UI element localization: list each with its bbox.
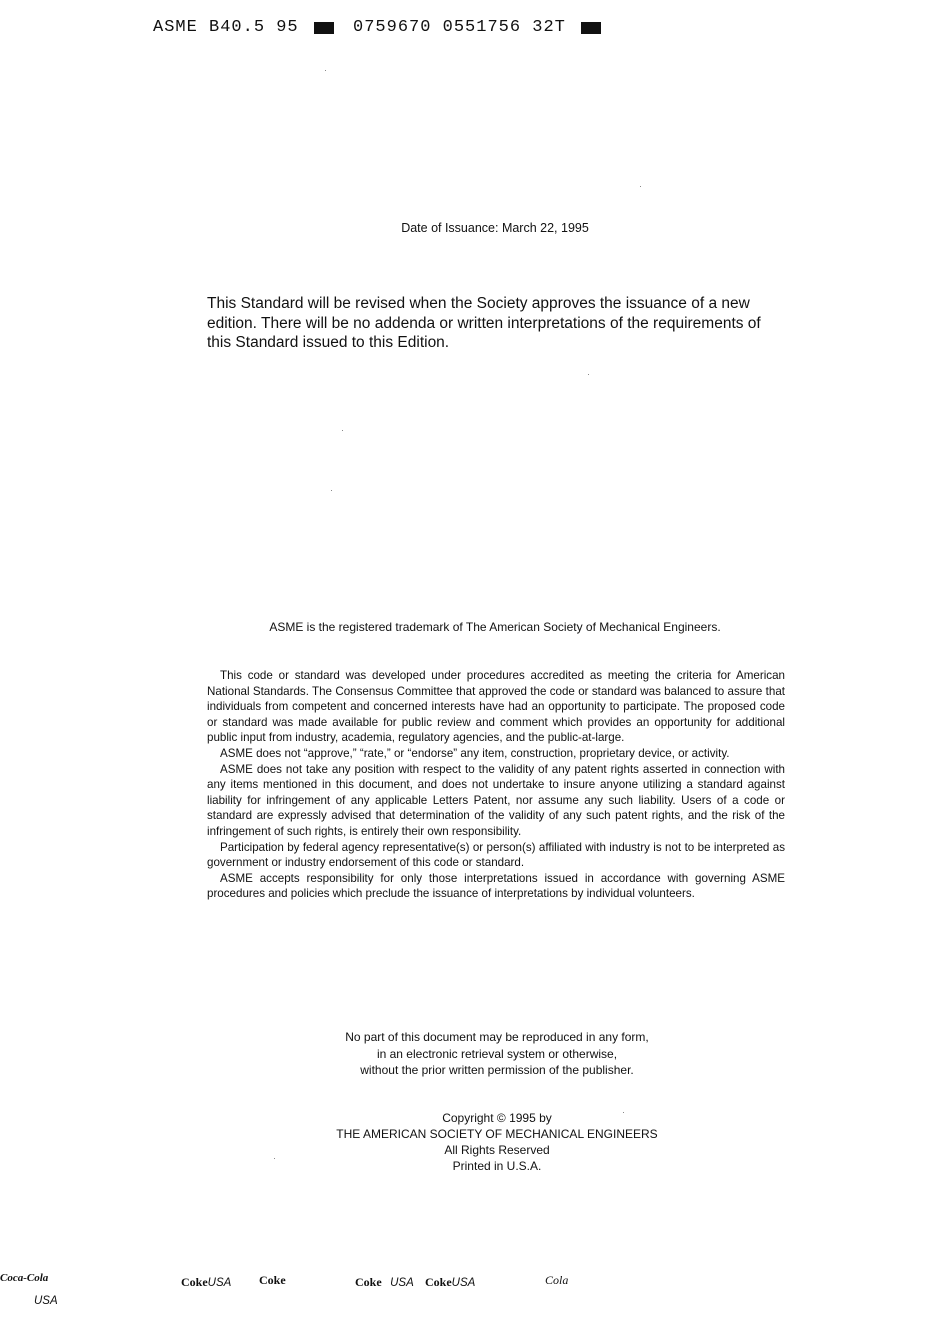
reproduction-line: No part of this document may be reproduced in any form, bbox=[345, 1030, 649, 1044]
publisher-name: THE AMERICAN SOCIETY OF MECHANICAL ENGINEERS bbox=[336, 1127, 658, 1141]
copyright-line: Copyright © 1995 by bbox=[442, 1111, 552, 1125]
rights-reserved: All Rights Reserved bbox=[444, 1143, 550, 1157]
scan-speck bbox=[342, 430, 343, 431]
date-of-issuance: Date of Issuance: March 22, 1995 bbox=[401, 221, 589, 235]
coke-logo: Coke bbox=[425, 1275, 452, 1289]
cola-logo: Cola bbox=[545, 1273, 569, 1287]
code-part-2: 0759670 0551756 32T bbox=[353, 18, 566, 37]
coke-logo: Coke bbox=[181, 1275, 208, 1289]
coke-usa-mark bbox=[355, 1273, 414, 1291]
code-part-1: ASME B40.5 95 bbox=[153, 18, 299, 37]
scan-speck bbox=[623, 1112, 624, 1113]
disclaimer-paragraph: ASME does not take any position with respect to the validity of any patent rights asserted in connection with any items mentioned in this document, and does not undertake to insure anyone utilizing a standard against liability for infringement of any applicable Letters Patent, nor assume any such liability. Users of a code or standard are expressly advised that determination of the validity of any such patent rights, and the risk of the infringement of such rights, is entirely their own responsibility. bbox=[207, 762, 785, 838]
usa-mark: USA bbox=[390, 1277, 414, 1289]
disclaimer-paragraph: Participation by federal agency representative(s) or person(s) affiliated with industry is not to be interpreted as government or industry endorsement of this code or standard. bbox=[207, 840, 785, 870]
reproduction-notice bbox=[0, 1029, 950, 1079]
scan-speck bbox=[640, 186, 641, 187]
revision-notice: This Standard will be revised when the Society approves the issuance of a new edition. There will be no addenda or written interpretations of the requirements of this Standard issued to this Edition. bbox=[207, 295, 761, 351]
usa-mark: USA bbox=[34, 1295, 58, 1307]
disclaimer-block bbox=[207, 668, 785, 902]
disclaimer-paragraph: This code or standard was developed under procedures accredited as meeting the criteria for American National Standards. The Consensus Committee that approved the code or standard was balanced to assure that individuals from competent and concerned interests have had an opportunity to participate. The proposed code or standard was made available for public review and comment which provides an opportunity for additional public input from industry, academia, regulatory agencies, and the public-at-large. bbox=[207, 669, 785, 745]
copyright-block bbox=[0, 1110, 950, 1174]
document-code-header bbox=[153, 18, 609, 38]
redaction-block-1 bbox=[314, 22, 334, 34]
scan-speck bbox=[274, 1158, 275, 1159]
usa-mark: USA bbox=[207, 1277, 232, 1289]
disclaimer-paragraph: ASME does not “approve,” “rate,” or “endorse” any item, construction, proprietary device, or activity. bbox=[220, 746, 730, 760]
disclaimer-paragraph: ASME accepts responsibility for only those interpretations issued in accordance with governing ASME procedures and policies which preclude the issuance of interpretations by individual volunteers. bbox=[207, 871, 785, 901]
scan-speck bbox=[331, 490, 332, 491]
usa-mark: USA bbox=[451, 1277, 476, 1289]
scan-speck bbox=[588, 374, 589, 375]
coke-usa-mark bbox=[181, 1273, 231, 1291]
printed-in: Printed in U.S.A. bbox=[452, 1159, 542, 1173]
trademark-notice: ASME is the registered trademark of The American Society of Mechanical Engineers. bbox=[269, 620, 721, 634]
coke-logo: Coke bbox=[259, 1273, 286, 1287]
redaction-block-2 bbox=[581, 22, 601, 34]
reproduction-line: without the prior written permission of the publisher. bbox=[360, 1063, 634, 1077]
reproduction-line: in an electronic retrieval system or otherwise, bbox=[376, 1046, 618, 1061]
scan-speck bbox=[325, 70, 326, 71]
coke-logo: Coke bbox=[355, 1275, 382, 1289]
coca-cola-script-logo: Coca-Cola bbox=[0, 1272, 49, 1284]
coke-usa-mark bbox=[425, 1273, 475, 1291]
